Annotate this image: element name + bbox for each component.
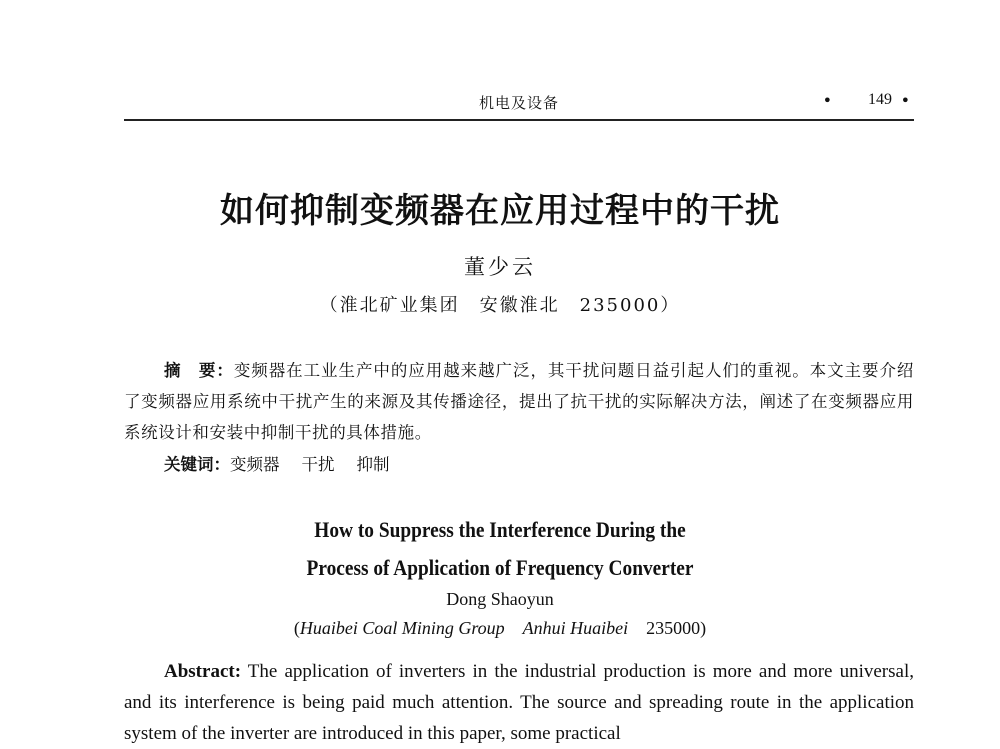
affiliation-en-place: Anhui Huaibei — [522, 618, 629, 638]
affiliation-en-org: Huaibei Coal Mining Group — [299, 618, 505, 638]
abstract-label-en: Abstract: — [164, 661, 242, 682]
affiliation-en-open: ( — [293, 618, 300, 638]
keywords-label-cn: 关键词： — [164, 455, 230, 474]
page-number: 149 — [868, 91, 892, 108]
page-number-bullet-right: • — [900, 91, 910, 110]
abstract-text-en: The application of inverters in the industrial production is more and more universal, and its interference is being paid much attention. The source and spreading route in the application system of the inverter are introduced in this paper, some practical — [124, 661, 914, 744]
keyword: 抑制 — [356, 455, 390, 474]
affiliation-en — [0, 618, 1000, 639]
page-number-bullet-left: • — [822, 91, 832, 110]
keywords-cn — [164, 451, 412, 475]
article-title-en — [0, 511, 1000, 587]
author-cn: 董少云 — [464, 255, 536, 279]
keyword: 变频器 — [230, 455, 280, 474]
journal-section-name: 机电及设备 — [478, 94, 559, 112]
keyword: 干扰 — [301, 455, 335, 474]
abstract-label-cn: 摘 要： — [164, 361, 234, 380]
header-rule — [124, 119, 914, 121]
affiliation-en-code: 235000) — [646, 618, 707, 638]
running-header — [124, 88, 914, 120]
title-en-line-1: How to Suppress the Interference During the — [314, 517, 686, 542]
abstract-en — [124, 656, 914, 749]
affiliation-cn: （淮北矿业集团 安徽淮北 235000） — [319, 295, 681, 316]
title-en-line-2: Process of Application of Frequency Converter — [306, 555, 694, 580]
article-title-cn: 如何抑制变频器在应用过程中的干扰 — [220, 191, 780, 231]
abstract-text-cn: 变频器在工业生产中的应用越来越广泛，其干扰问题日益引起人们的重视。本文主要介绍了变频器应用系统中干扰产生的来源及其传播途径，提出了抗干扰的实际解决方法，阐述了在变频器应用系统设计和安装中抑制干扰的具体措施。 — [124, 361, 915, 442]
abstract-cn — [124, 355, 914, 448]
author-en: Dong Shaoyun — [446, 589, 554, 609]
